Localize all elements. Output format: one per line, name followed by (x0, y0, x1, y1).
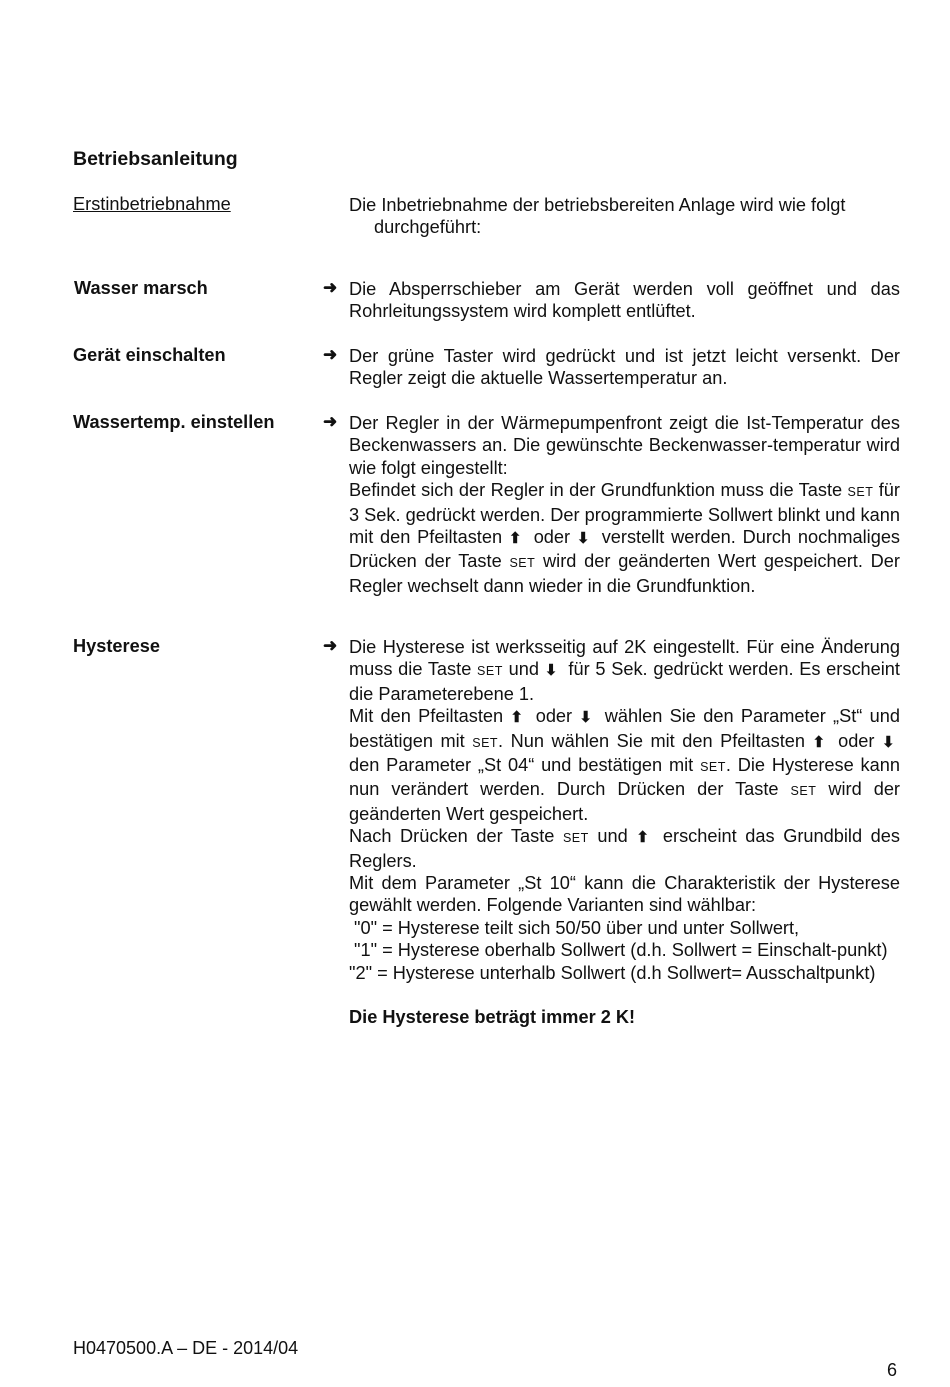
spacer (349, 984, 900, 1006)
set-key-label: SET (562, 831, 589, 846)
arrow-up-icon: ⬆ (510, 709, 523, 727)
section-text-intro (349, 194, 900, 239)
hysterese-variant-1: "1" = Hysterese oberhalb Sollwert (d.h. Sollwert = Einschalt-punkt) (354, 940, 888, 961)
section-text-hysterese (349, 636, 900, 1029)
arrow-up-icon: ⬆ (636, 829, 649, 847)
arrow-down-icon: ⬇ (579, 709, 592, 727)
page-number: 6 (887, 1360, 898, 1380)
footer-document-id: H0470500.A – DE - 2014/04 (73, 1338, 299, 1358)
arrow-up-icon: ⬆ (508, 530, 522, 548)
hysterese-paragraph-3: Nach Drücken der Taste SET und ⬆ erscheint das Grundbild des Reglers. (349, 826, 900, 871)
section-label-intro: Erstinbetriebnahme (73, 194, 231, 214)
set-key-label: SET (790, 784, 817, 799)
section-label-wasser-marsch: Wasser marsch (74, 278, 208, 298)
hysterese-paragraph-4: Mit dem Parameter „St 10“ kann die Charakteristik der Hysterese gewählt werden. Folgende Varianten sind wählbar: (349, 873, 900, 916)
arrow-down-icon: ⬇ (882, 733, 895, 751)
arrow-right-icon: ➜ (323, 345, 338, 364)
arrow-up-icon: ⬆ (812, 733, 826, 751)
intro-line-2: durchgeführt: (374, 217, 482, 238)
section-label-hysterese: Hysterese (73, 636, 160, 656)
set-key-label: SET (477, 664, 503, 679)
intro-line-1: Die Inbetriebnahme der betriebsbereiten Anlage wird wie folgt (349, 195, 846, 215)
wassertemp-paragraph-2: Befindet sich der Regler in der Grundfunktion muss die Taste SET für 3 Sek. gedrückt werden. Der programmierte Sollwert blinkt und kann mit den Pfeiltasten ⬆ oder ⬇ verstellt werden. Durch nochmaliges Drücken der Taste SET wird der geänderten Wert gespeichert. Der Regler wechselt dann wieder in die Grundfunktion. (349, 480, 901, 596)
set-key-label: SET (847, 485, 874, 500)
arrow-right-icon: ➜ (323, 636, 338, 655)
page-title: Betriebsanleitung (73, 148, 238, 170)
set-key-label: SET (700, 760, 726, 775)
section-label-geraet-einschalten: Gerät einschalten (73, 345, 226, 365)
section-text-wasser-marsch: Die Absperrschieber am Gerät werden voll geöffnet und das Rohrleitungssystem wird komplett entlüftet. (349, 279, 900, 322)
hysterese-variant-2: "2" = Hysterese unterhalb Sollwert (d.h Sollwert= Ausschaltpunkt) (349, 962, 876, 983)
arrow-right-icon: ➜ (323, 278, 338, 297)
arrow-down-icon: ⬇ (544, 662, 558, 680)
section-text-geraet-einschalten: Der grüne Taster wird gedrückt und ist jetzt leicht versenkt. Der Regler zeigt die aktuelle Wassertemperatur an. (349, 346, 900, 389)
section-label-wassertemp: Wassertemp. einstellen (73, 412, 275, 432)
hysterese-paragraph-2: Mit den Pfeiltasten ⬆ oder ⬇ wählen Sie den Parameter „St“ und bestätigen mit SET. Nun wählen Sie mit den Pfeiltasten ⬆ oder ⬇ den Parameter „St 04“ und bestätigen mit SET. Die Hysterese kann nun verändert werden. Durch Drücken der Taste SET wird der geänderten Wert gespeichert. (349, 706, 900, 824)
set-key-label: SET (509, 556, 536, 571)
set-key-label: SET (472, 735, 499, 750)
arrow-down-icon: ⬇ (576, 530, 590, 548)
hysterese-note: Die Hysterese beträgt immer 2 K! (349, 1007, 636, 1028)
arrow-right-icon: ➜ (323, 412, 338, 431)
hysterese-variant-0: "0" = Hysterese teilt sich 50/50 über und unter Sollwert, (354, 917, 800, 938)
hysterese-paragraph-1: Die Hysterese ist werksseitig auf 2K eingestellt. Für eine Änderung muss die Taste SET und ⬇ für 5 Sek. gedrückt werden. Es erscheint die Parameterebene 1. (349, 637, 900, 704)
section-text-wassertemp (349, 412, 900, 597)
wassertemp-paragraph-1: Der Regler in der Wärmepumpenfront zeigt die Ist-Temperatur des Beckenwassers an. Die gewünschte Beckenwasser-temperatur wird wie folgt eingestellt: (349, 413, 900, 478)
